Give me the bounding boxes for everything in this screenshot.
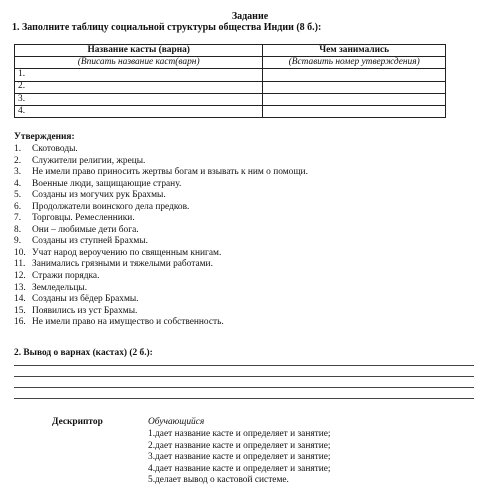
answer-line[interactable]	[14, 365, 474, 366]
page-title: Задание	[231, 11, 269, 22]
list-item: 16. Не имели право на имущество и собственность.	[14, 317, 224, 328]
statements-heading: Утверждения:	[14, 132, 75, 142]
occupation-cell[interactable]	[263, 93, 446, 105]
list-item: 15. Появились из уст Брахмы.	[14, 305, 138, 316]
answer-line[interactable]	[14, 398, 474, 399]
list-item: 2.дает название касте и определяет и занятие;	[148, 440, 331, 451]
caste-cell[interactable]: 3.	[15, 93, 263, 105]
list-item: 4.дает название касте и определяет и занятие;	[148, 463, 331, 474]
caste-cell[interactable]: 4.	[15, 105, 263, 117]
list-item: 5. Созданы из могучих рук Брахмы.	[14, 190, 166, 201]
list-item: 12. Стражи порядка.	[14, 271, 100, 282]
list-item: 1.дает название касте и определяет и занятие;	[148, 429, 331, 439]
list-item: 13. Земледельцы.	[14, 282, 88, 293]
column-header-caste: Название касты (варна)	[15, 45, 263, 57]
statements-list	[14, 145, 308, 330]
list-item: 1. Скотоводы.	[14, 144, 78, 154]
caste-cell[interactable]: 1.	[15, 69, 263, 81]
list-item: 14. Созданы из бёдер Брахмы.	[14, 294, 139, 305]
column-header-occupation: Чем занимались	[263, 45, 446, 57]
occupation-cell[interactable]	[263, 69, 446, 81]
descriptor-heading: Обучающийся	[148, 417, 205, 427]
table-row	[15, 105, 446, 117]
list-item: 7. Торговцы. Ремесленники.	[14, 213, 135, 224]
table-header-row	[15, 45, 446, 57]
list-item: 10. Учат народ вероучению по священным книгам.	[14, 247, 222, 258]
hint-occupation: (Вставить номер утверждения)	[263, 57, 446, 69]
list-item: 8. Они – любимые дети бога.	[14, 224, 139, 235]
occupation-cell[interactable]	[263, 105, 446, 117]
descriptor-criteria	[148, 430, 331, 488]
caste-cell[interactable]: 2.	[15, 81, 263, 93]
answer-line[interactable]	[14, 376, 474, 377]
list-item: 2. Служители религии, жрецы.	[14, 155, 146, 166]
occupation-cell[interactable]	[263, 81, 446, 93]
caste-table	[14, 44, 446, 118]
table-hint-row	[15, 57, 446, 69]
list-item: 3. Не имели право приносить жертвы богам и взывать к ним о помощи.	[14, 167, 308, 178]
task-1-heading: 1. Заполните таблицу социальной структуры общества Индии (8 б.):	[12, 22, 322, 33]
task-2-heading: 2. Вывод о варнах (кастах) (2 б.):	[14, 348, 153, 358]
list-item: 4. Военные люди, защищающие страну.	[14, 178, 182, 189]
hint-caste: (Вписать название каст(варн)	[15, 57, 263, 69]
table-row	[15, 93, 446, 105]
table-row	[15, 69, 446, 81]
list-item: 6. Продолжатели воинского дела предков.	[14, 201, 190, 212]
descriptor-label: Дескриптор	[52, 417, 103, 427]
list-item: 9. Созданы из ступней Брахмы.	[14, 236, 149, 247]
list-item: 3.дает название касте и определяет и занятие;	[148, 452, 331, 462]
table-row	[15, 81, 446, 93]
answer-line[interactable]	[14, 387, 474, 388]
list-item: 5.делает вывод о кастовой системе.	[148, 475, 289, 485]
list-item: 11. Занимались грязными и тяжелыми работами.	[14, 259, 213, 270]
